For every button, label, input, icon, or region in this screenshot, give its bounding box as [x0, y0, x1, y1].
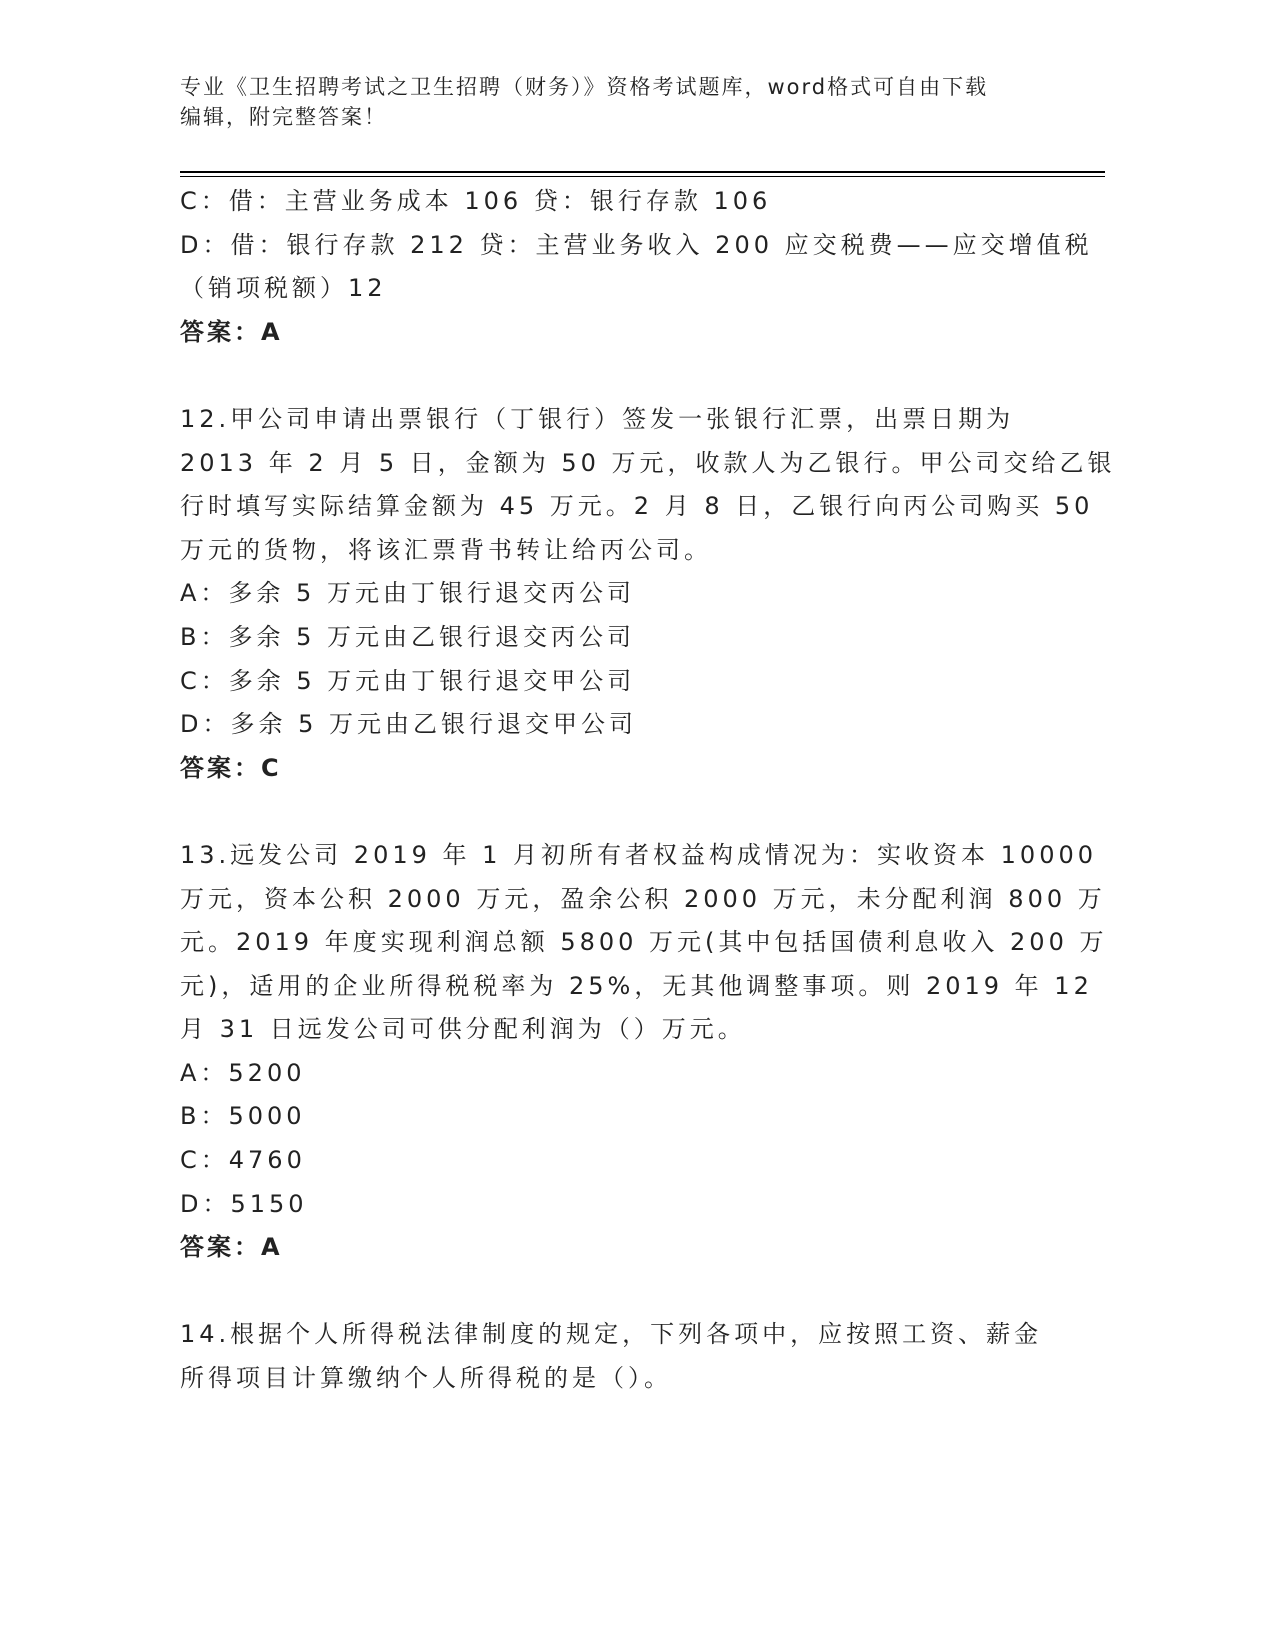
question-14	[180, 1313, 1116, 1400]
answer: 答案：A	[180, 1233, 283, 1262]
option-d: D：多余 5 万元由乙银行退交甲公司	[180, 710, 638, 739]
header-rule-thin	[180, 176, 1105, 177]
answer: 答案：A	[180, 317, 283, 346]
option-d-cont: （销项税额）12	[180, 274, 387, 303]
question-text: 月 31 日远发公司可供分配利润为（）万元。	[180, 1015, 746, 1044]
question-text: 13.远发公司 2019 年 1 月初所有者权益构成情况为：实收资本 10000	[180, 840, 1098, 869]
option-a: A：5200	[180, 1058, 306, 1087]
option-b: B：5000	[180, 1102, 306, 1131]
option-b: B：多余 5 万元由乙银行退交丙公司	[180, 622, 635, 651]
question-text: 元。2019 年度实现利润总额 5800 万元(其中包括国债利息收入 200 万	[180, 928, 1108, 957]
question-text: 万元，资本公积 2000 万元，盈余公积 2000 万元，未分配利润 800 万	[180, 884, 1106, 913]
question-11-tail	[180, 180, 1116, 354]
document-body	[180, 180, 1116, 1401]
header-line: 编辑，附完整答案！	[180, 105, 387, 129]
question-text: 行时填写实际结算金额为 45 万元。2 月 8 日，乙银行向丙公司购买 50	[180, 492, 1094, 521]
option-a: A：多余 5 万元由丁银行退交丙公司	[180, 579, 635, 608]
question-12	[180, 398, 1116, 790]
question-text: 所得项目计算缴纳个人所得税的是（）。	[180, 1364, 672, 1393]
option-d: D：借：银行存款 212 贷：主营业务收入 200 应交税费——应交增值税	[180, 230, 1093, 259]
question-text: 元)，适用的企业所得税税率为 25%，无其他调整事项。则 2019 年 12	[180, 971, 1093, 1000]
question-text: 2013 年 2 月 5 日，金额为 50 万元，收款人为乙银行。甲公司交给乙银	[180, 448, 1116, 477]
question-13	[180, 834, 1116, 1270]
question-text: 14.根据个人所得税法律制度的规定，下列各项中，应按照工资、薪金	[180, 1320, 1043, 1349]
document-header	[180, 72, 988, 132]
question-text: 万元的货物，将该汇票背书转让给丙公司。	[180, 535, 712, 564]
header-line: 专业《卫生招聘考试之卫生招聘（财务）》资格考试题库，word格式可自由下载	[180, 75, 989, 99]
option-c: C：借：主营业务成本 106 贷：银行存款 106	[180, 187, 772, 215]
header-rule-thick	[180, 171, 1105, 173]
option-d: D：5150	[180, 1189, 308, 1218]
question-text: 12.甲公司申请出票银行（丁银行）签发一张银行汇票，出票日期为	[180, 404, 1015, 433]
option-c: C：4760	[180, 1146, 306, 1175]
answer: 答案：C	[180, 753, 282, 782]
option-c: C：多余 5 万元由丁银行退交甲公司	[180, 666, 636, 695]
